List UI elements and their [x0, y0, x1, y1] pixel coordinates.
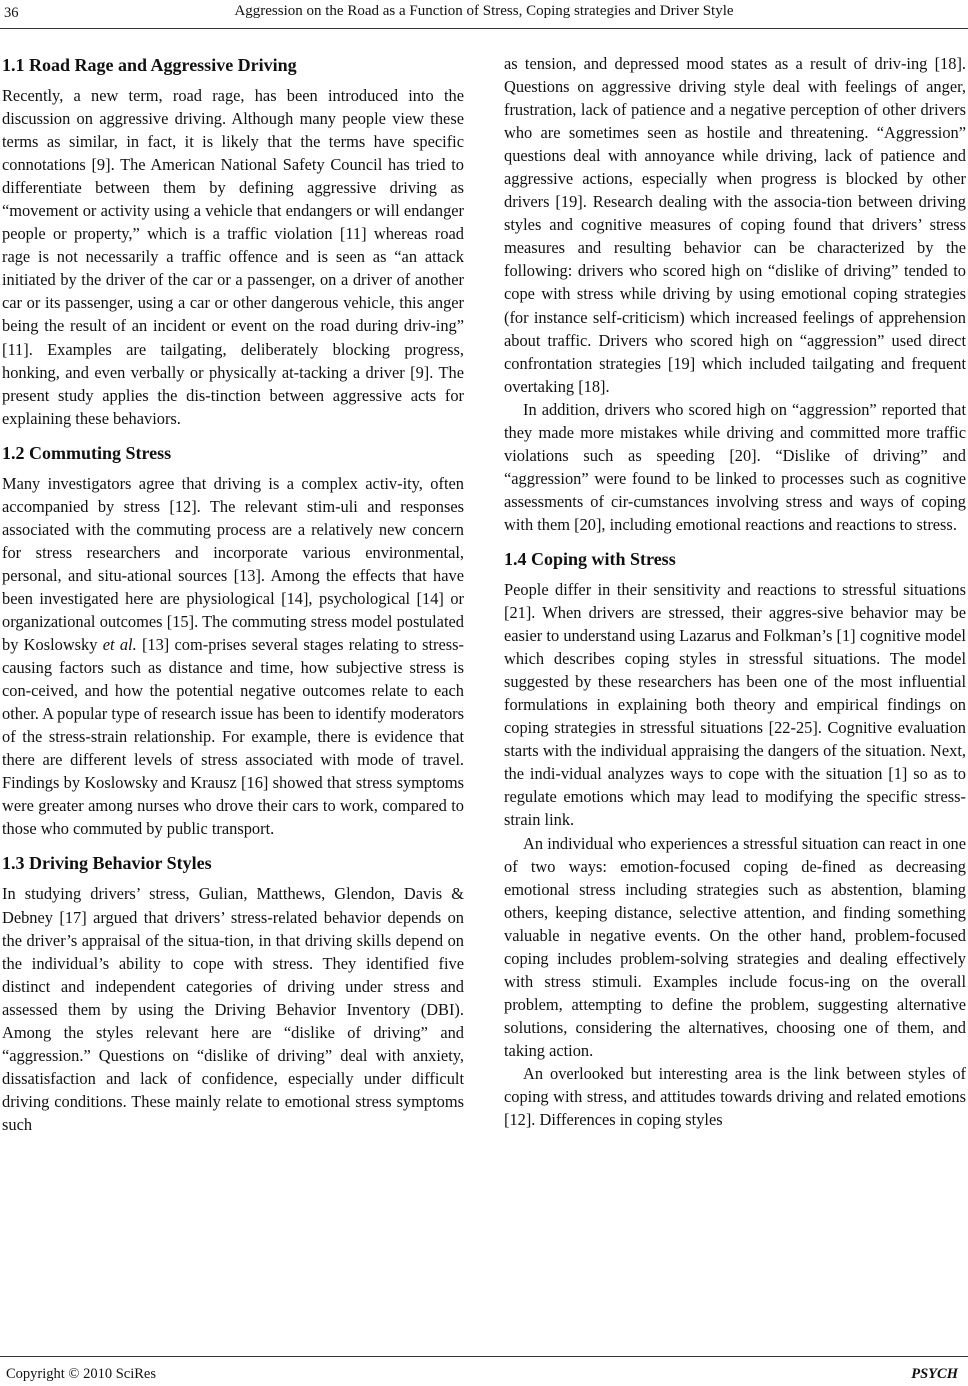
paragraph-commuting-stress: [2, 472, 464, 841]
paragraph-text: [13] com-prises several stages relating to stress-causing factors such as distance and time, how subjective stress is con-ceived, and how the potential negative outcomes relate to each other. A popular type of research issue has been to identify moderators of the stress-strain relationship. For example, there is evidence that there are different levels of stress associated with mode of travel. Findings by Koslowsky and Krausz [16] showed that stress symptoms were greater among nurses who drove their cars to work, compared to those who commuted by public transport.: [2, 635, 464, 839]
page-header: [0, 0, 968, 34]
italic-et-al: et al.: [102, 635, 137, 655]
paragraph-overlooked-area: An overlooked but interesting area is the link between styles of coping with stress, and attitudes towards driving and related emotions [12]. Differences in coping styles: [504, 1063, 966, 1130]
section-heading-1-1: 1.1 Road Rage and Aggressive Driving: [2, 55, 297, 75]
paragraph-text: Many investigators agree that driving is a complex activ-ity, often accompanied by stress [12]. The relevant stim-uli and responses associated with the commuting process are a relatively new concern for stress researchers and incorporate various environmental, personal, and situ-ational sources [13]. Among the effects that have been investigated here are physiological [14], psychological [14] or organizational outcomes [15]. The commuting stress model postulated by Koslowsky: [2, 473, 464, 655]
section-heading-1-4: 1.4 Coping with Stress: [504, 548, 676, 569]
copyright-text: Copyright © 2010 SciRes: [6, 1366, 156, 1382]
paragraph-driving-styles: In studying drivers’ stress, Gulian, Matthews, Glendon, Davis & Debney [17] argued that drivers’ stress-related behavior depends on the driver’s appraisal of the situa-tion, in that driving skills depend on the individual’s ability to cope with stress. They identified five distinct and independent categories of driving under stress and assessed them by using the Driving Behavior Inventory (DBI). Among the styles relevant here are “dislike of driving” and “aggression.” Questions on “dislike of driving” deal with anxiety, dissatisfaction and lack of confidence, especially under difficult driving conditions. These mainly relate to emotional stress symptoms such: [2, 884, 464, 1134]
paragraph-in-addition: In addition, drivers who scored high on “aggression” reported that they made more mistakes while driving and committed more traffic violations such as speeding [20]. “Dislike of driving” and “aggression” were found to be linked to processes such as cognitive assessments of cir-cumstances involving stress and ways of coping with them [20], including emotional reactions and reactions to stress.: [504, 399, 966, 534]
page-number: 36: [4, 5, 19, 21]
running-title: Aggression on the Road as a Function of Stress, Coping strategies and Driver Style: [234, 3, 734, 19]
section-heading-1-3: 1.3 Driving Behavior Styles: [2, 853, 212, 874]
footer-rule: [0, 1356, 968, 1357]
right-column: [504, 52, 966, 1131]
paragraph-coping: People differ in their sensitivity and reactions to stressful situations [21]. When drivers are stressed, their aggres-sive behavior may be easier to understand using Lazarus and Folkman’s [1] cognitive model which describes coping styles in stressful situations. The model suggested by these researchers has been one of the most influential formulations in explaining both theory and empirical findings on coping strategies in stressful situations [22-25]. Cognitive evaluation starts with the individual appraising the dangers of the situation. Next, the indi-vidual analyzes ways to cope with the situation [1] so as to regulate emotions which may lead to modifying the specific stress-strain link.: [504, 579, 966, 830]
section-heading-1-2: 1.2 Commuting Stress: [2, 442, 172, 463]
paragraph-road-rage: Recently, a new term, road rage, has been introduced into the discussion on aggressive driving. Although many people view these terms as similar, in fact, it is likely that the terms have specific connotations [9]. The American National Safety Council has tried to differentiate between them by defining aggressive driving as “movement or activity using a vehicle that endangers or will endanger people or property,” which is a traffic violation [11] whereas road rage is not necessarily a traffic offence and is seen as “an attack initiated by the driver of the car or a passenger, on a driver of another car or its passenger, using a car or other dangerous vehicle, this anger being the result of an incident or event on the road during driv-ing” [11]. Examples are tailgating, deliberately blocking progress, honking, and even verbally or physically at-tacking a driver [9]. The present study applies the dis-tinction between aggressive acts for explaining these behaviors.: [2, 86, 464, 428]
left-column: [2, 52, 464, 1136]
header-rule: [0, 28, 968, 29]
page-footer: [0, 1360, 968, 1386]
paragraph-continued: as tension, and depressed mood states as a result of driv-ing [18]. Questions on aggressive driving style deal with feelings of anger, frustration, lack of patience and a negative perception of other drivers who are sometimes seen as hostile and threatening. “Aggression” questions deal with annoyance while driving, lack of patience and aggressive actions, especially when progress is blocked by other drivers [19]. Research dealing with the associa-tion between driving styles and cognitive measures of coping found that drivers’ stress measures and resulting behavior can be characterized by the following: drivers who scored high on “dislike of driving” tended to cope with stress while driving by using emotional coping strategies (for instance self-criticism) which increased feelings of apprehension about traffic. Drivers who scored high on “aggression” used direct confrontation strategies [19] which included tailgating and frequent overtaking [18].: [504, 54, 966, 396]
journal-name: PSYCH: [911, 1366, 958, 1382]
paragraph-individual-reacts: An individual who experiences a stressful situation can react in one of two ways: emotion-focused coping de-fined as decreasing emotional stress including strategies such as abstention, blaming others, keeping distance, selective attention, and finding something valuable in negative events. On the other hand, problem-focused coping includes problem-solving strategies and dealing effectively with stress stimuli. Examples include focus-ing on the overall problem, attempting to define the problem, suggesting alternative solutions, considering the alternatives, choosing one of them, and taking action.: [504, 833, 966, 1060]
